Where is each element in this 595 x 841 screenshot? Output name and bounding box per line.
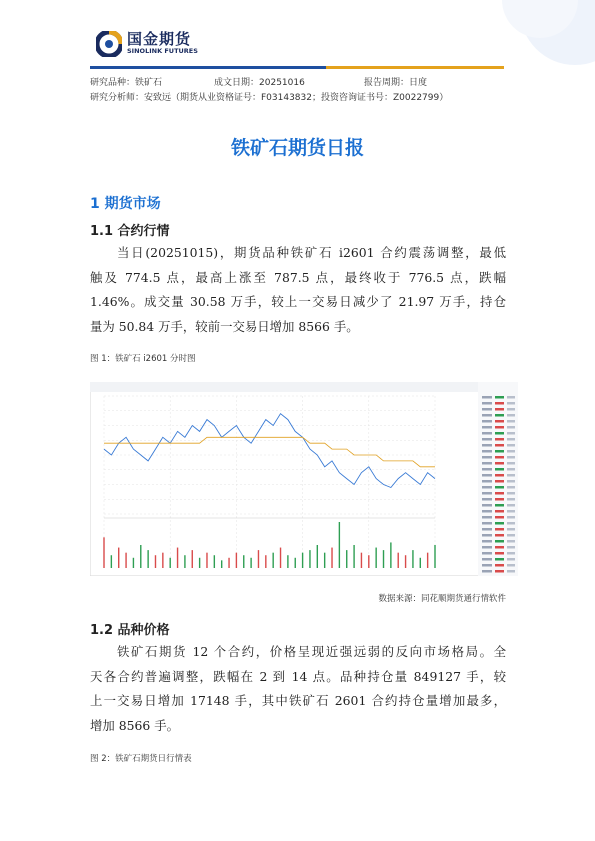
quote-row-value bbox=[495, 522, 504, 525]
volume-bar bbox=[420, 558, 421, 568]
volume-bar bbox=[331, 548, 332, 568]
intraday-chart bbox=[90, 382, 518, 576]
quote-row-extra bbox=[507, 402, 515, 405]
quote-row-label bbox=[482, 552, 492, 555]
volume-bar bbox=[243, 555, 244, 568]
quote-row-extra bbox=[507, 564, 515, 567]
analyst-line: 研究分析师：安致远（期货从业资格证号：F03143832；投资咨询证书号：Z0022799） bbox=[90, 93, 449, 103]
quote-row-extra bbox=[507, 420, 515, 423]
quote-row-label bbox=[482, 396, 492, 399]
volume-bar bbox=[346, 550, 347, 568]
volume-bar bbox=[317, 545, 318, 568]
quote-row-value bbox=[495, 414, 504, 417]
volume-bar bbox=[214, 555, 215, 568]
volume-bar bbox=[177, 548, 178, 568]
quote-row-value bbox=[495, 558, 504, 561]
volume-bar bbox=[390, 542, 391, 568]
quote-row-extra bbox=[507, 516, 515, 519]
quote-row-value bbox=[495, 480, 504, 483]
date-value: 20251016 bbox=[259, 78, 305, 88]
period-label: 报告周期： bbox=[364, 78, 410, 88]
volume-bar bbox=[162, 553, 163, 568]
quote-row-label bbox=[482, 522, 492, 525]
logo-text-cn: 国金期货 bbox=[127, 30, 192, 48]
paragraph-line: 量为 50.84 万手，较前一交易日增加 8566 手。 bbox=[90, 318, 359, 334]
quote-row-value bbox=[495, 432, 504, 435]
quote-row-label bbox=[482, 492, 492, 495]
quote-row-extra bbox=[507, 414, 515, 417]
quote-row-extra bbox=[507, 426, 515, 429]
quote-row-value bbox=[495, 552, 504, 555]
quote-row-value bbox=[495, 420, 504, 423]
quote-row-extra bbox=[507, 540, 515, 543]
volume-bar bbox=[250, 558, 251, 568]
quote-row-value bbox=[495, 444, 504, 447]
volume-bar bbox=[199, 558, 200, 568]
volume-bar bbox=[258, 550, 259, 568]
quote-row-extra bbox=[507, 552, 515, 555]
quote-row-extra bbox=[507, 570, 515, 573]
quote-row-label bbox=[482, 474, 492, 477]
quote-row-extra bbox=[507, 396, 515, 399]
volume-bar bbox=[111, 555, 112, 568]
quote-row-label bbox=[482, 510, 492, 513]
subsection-heading-contract: 1.1 合约行情 bbox=[90, 224, 170, 239]
volume-bar bbox=[412, 550, 413, 568]
variety-value: 铁矿石 bbox=[135, 78, 163, 88]
volume-bar bbox=[184, 555, 185, 568]
quote-row-value bbox=[495, 510, 504, 513]
volume-bar bbox=[383, 550, 384, 568]
subsection-heading-price: 1.2 品种价格 bbox=[90, 623, 170, 638]
quote-row-label bbox=[482, 564, 492, 567]
paragraph-line: 触及 774.5 点，最高上涨至 787.5 点，最终收于 776.5 点，跌幅 bbox=[90, 269, 506, 285]
quote-row-extra bbox=[507, 444, 515, 447]
volume-bar bbox=[265, 555, 266, 568]
quote-row-extra bbox=[507, 534, 515, 537]
volume-bar bbox=[309, 550, 310, 568]
quote-row-extra bbox=[507, 492, 515, 495]
quote-row-value bbox=[495, 426, 504, 429]
quote-row-label bbox=[482, 534, 492, 537]
volume-bar bbox=[398, 553, 399, 568]
volume-bar bbox=[192, 550, 193, 568]
quote-row-extra bbox=[507, 498, 515, 501]
volume-bar bbox=[236, 553, 237, 568]
report-meta-line bbox=[90, 75, 427, 88]
quote-row-label bbox=[482, 558, 492, 561]
document-title: 铁矿石期货日报 bbox=[230, 137, 364, 159]
quote-row-label bbox=[482, 450, 492, 453]
quote-row-label bbox=[482, 402, 492, 405]
quote-row-value bbox=[495, 516, 504, 519]
quote-row-value bbox=[495, 468, 504, 471]
quote-row-value bbox=[495, 546, 504, 549]
volume-bar bbox=[103, 537, 104, 568]
quote-row-label bbox=[482, 480, 492, 483]
date-label: 成文日期： bbox=[214, 78, 260, 88]
volume-bar bbox=[133, 558, 134, 568]
period-value: 日度 bbox=[409, 78, 428, 88]
volume-bar bbox=[228, 558, 229, 568]
quote-row-extra bbox=[507, 504, 515, 507]
volume-bar bbox=[118, 548, 119, 568]
quote-row-extra bbox=[507, 456, 515, 459]
header-rule bbox=[90, 66, 504, 69]
volume-bar bbox=[434, 545, 435, 568]
quote-row-value bbox=[495, 450, 504, 453]
quote-row-label bbox=[482, 438, 492, 441]
volume-bar bbox=[324, 553, 325, 568]
volume-bar bbox=[155, 555, 156, 568]
quote-row-label bbox=[482, 486, 492, 489]
paragraph-line: 增加 8566 手。 bbox=[90, 717, 179, 733]
price-paragraph bbox=[90, 640, 506, 738]
quote-row-value bbox=[495, 528, 504, 531]
quote-row-extra bbox=[507, 510, 515, 513]
quote-row-label bbox=[482, 408, 492, 411]
quote-row-extra bbox=[507, 486, 515, 489]
contract-paragraph bbox=[90, 241, 506, 339]
volume-bar bbox=[353, 545, 354, 568]
quote-row-extra bbox=[507, 546, 515, 549]
quote-row-value bbox=[495, 402, 504, 405]
quote-row-label bbox=[482, 540, 492, 543]
quote-row-value bbox=[495, 570, 504, 573]
volume-bar bbox=[368, 555, 369, 568]
volume-bar bbox=[125, 553, 126, 568]
volume-bar bbox=[170, 558, 171, 568]
quote-row-label bbox=[482, 528, 492, 531]
volume-bar bbox=[405, 555, 406, 568]
logo-icon bbox=[96, 31, 122, 57]
quote-row-label bbox=[482, 504, 492, 507]
company-logo bbox=[96, 31, 198, 57]
volume-bar bbox=[272, 553, 273, 568]
quote-row-extra bbox=[507, 438, 515, 441]
volume-bar bbox=[375, 548, 376, 568]
quote-row-label bbox=[482, 420, 492, 423]
figure-caption-1: 图 1：铁矿石 i2601 分时图 bbox=[90, 354, 196, 364]
quote-row-extra bbox=[507, 450, 515, 453]
paragraph-line: 当日(20251015)，期货品种铁矿石 i2601 合约震荡调整，最低 bbox=[117, 245, 506, 260]
volume-bar bbox=[427, 553, 428, 568]
quote-row-extra bbox=[507, 480, 515, 483]
quote-row-label bbox=[482, 444, 492, 447]
data-source: 数据来源：同花顺期货通行情软件 bbox=[378, 594, 506, 604]
quote-row-value bbox=[495, 504, 504, 507]
corner-decoration bbox=[405, 0, 595, 70]
paragraph-line: 1.46%。成交量 30.58 万手，较上一交易日减少了 21.97 万手，持仓 bbox=[90, 294, 506, 309]
volume-bar bbox=[140, 545, 141, 568]
quote-row-extra bbox=[507, 528, 515, 531]
quote-row-extra bbox=[507, 462, 515, 465]
quote-row-label bbox=[482, 432, 492, 435]
quote-row-value bbox=[495, 540, 504, 543]
volume-bar bbox=[339, 522, 340, 568]
quote-row-label bbox=[482, 414, 492, 417]
quote-row-value bbox=[495, 474, 504, 477]
quote-row-value bbox=[495, 498, 504, 501]
quote-row-extra bbox=[507, 468, 515, 471]
section-heading: 1 期货市场 bbox=[90, 196, 161, 212]
paragraph-line: 天各合约普遍调整，跌幅在 2 到 14 点。品种持仓量 849127 手，较 bbox=[90, 668, 506, 684]
quote-row-extra bbox=[507, 474, 515, 477]
figure-caption-2: 图 2：铁矿石期货日行情表 bbox=[90, 754, 192, 764]
volume-bar bbox=[287, 555, 288, 568]
quote-row-value bbox=[495, 396, 504, 399]
quote-row-extra bbox=[507, 558, 515, 561]
volume-bar bbox=[280, 548, 281, 568]
quote-row-label bbox=[482, 462, 492, 465]
quote-row-extra bbox=[507, 432, 515, 435]
quote-row-value bbox=[495, 462, 504, 465]
volume-bar bbox=[206, 553, 207, 568]
quote-row-value bbox=[495, 408, 504, 411]
volume-bar bbox=[147, 550, 148, 568]
volume-bar bbox=[302, 553, 303, 568]
volume-bar bbox=[221, 560, 222, 568]
logo-text-en: SINOLINK FUTURES bbox=[127, 47, 198, 55]
quote-row-label bbox=[482, 546, 492, 549]
quote-row-value bbox=[495, 456, 504, 459]
volume-bar bbox=[295, 558, 296, 568]
paragraph-line: 上一交易日增加 17148 手，其中铁矿石 2601 合约持仓量增加最多， bbox=[90, 693, 506, 708]
quote-row-label bbox=[482, 570, 492, 573]
quote-row-value bbox=[495, 492, 504, 495]
quote-row-label bbox=[482, 426, 492, 429]
variety-label: 研究品种： bbox=[90, 78, 136, 88]
quote-row-label bbox=[482, 468, 492, 471]
quote-row-value bbox=[495, 486, 504, 489]
quote-row-label bbox=[482, 456, 492, 459]
quote-row-value bbox=[495, 564, 504, 567]
quote-row-extra bbox=[507, 408, 515, 411]
quote-row-label bbox=[482, 498, 492, 501]
paragraph-line: 铁矿石期货 12 个合约，价格呈现近强远弱的反向市场格局。全 bbox=[117, 644, 506, 659]
quote-row-label bbox=[482, 516, 492, 519]
volume-bar bbox=[361, 553, 362, 568]
quote-row-value bbox=[495, 438, 504, 441]
quote-row-value bbox=[495, 534, 504, 537]
quote-row-extra bbox=[507, 522, 515, 525]
